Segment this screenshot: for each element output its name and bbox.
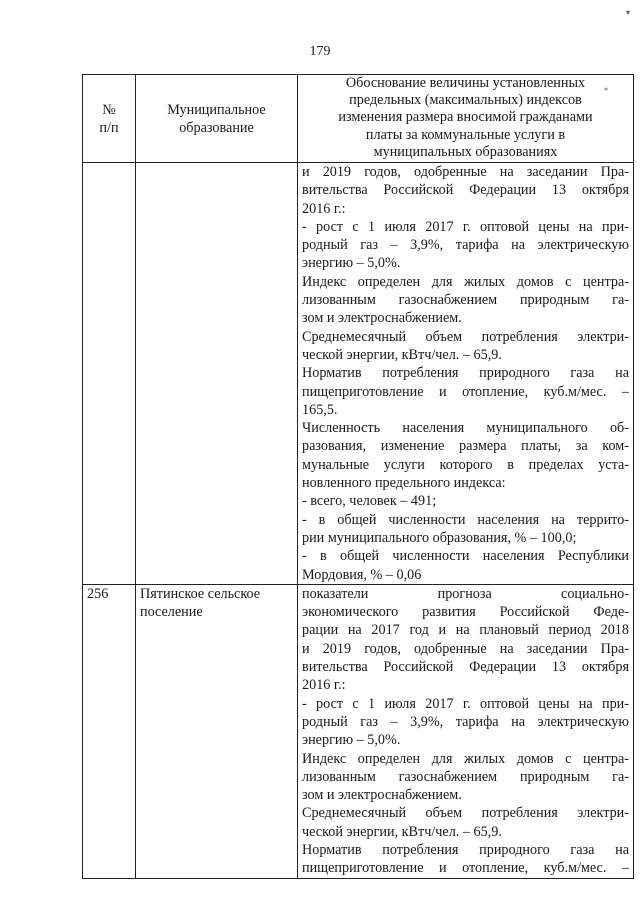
text-line: зом и электроснабжением. bbox=[302, 787, 462, 804]
header-number-line: п/п bbox=[99, 119, 119, 136]
text-line: и 2019 годов, одобренные на заседании Пра- bbox=[302, 164, 629, 180]
text-line: разования, изменение размера платы, за ком- bbox=[302, 438, 629, 455]
text-line: вительства Российской Федерации 13 октября bbox=[302, 182, 629, 199]
header-justification-line: Обоснование величины установленных bbox=[345, 75, 586, 91]
text-line: рации на 2017 год и на плановый период 2018 bbox=[302, 622, 629, 639]
text-line: новленного предельного индекса: bbox=[302, 475, 506, 492]
header-justification-line: предельных (максимальных) индексов bbox=[349, 92, 582, 109]
text-line: Мордовия, % – 0,06 bbox=[302, 566, 422, 583]
text-line: энергию – 5,0%. bbox=[302, 255, 401, 272]
scan-mark: ▾ bbox=[626, 8, 631, 17]
table-row bbox=[83, 163, 634, 585]
text-line: показатели прогноза социально- bbox=[302, 585, 629, 602]
text-line: мунальные услуги которого в пределах уста- bbox=[302, 456, 629, 473]
row-justification bbox=[298, 584, 634, 878]
table-row bbox=[83, 584, 634, 878]
text-line: вительства Российской Федерации 13 октября bbox=[302, 659, 629, 676]
page-number: 179 bbox=[309, 44, 331, 59]
text-line: Среднемесячный объем потребления электри- bbox=[302, 328, 629, 345]
header-municipality bbox=[136, 75, 298, 163]
text-line: Индекс определен для жилых домов с центра- bbox=[302, 273, 629, 290]
text-line: экономического развития Российской Феде- bbox=[302, 604, 629, 621]
header-municipality-line: образование bbox=[179, 119, 254, 136]
text-line: рии муниципального образования, % – 100,0; bbox=[302, 529, 577, 546]
text-line: пищеприготовление и отопление, куб.м/мес. – bbox=[302, 860, 629, 877]
text-line: - рост с 1 июля 2017 г. оптовой цены на при- bbox=[302, 218, 629, 235]
text-line: Численность населения муниципального об- bbox=[302, 420, 629, 437]
row-municipality bbox=[136, 163, 298, 585]
text-line: Норматив потребления природного газа на bbox=[302, 365, 629, 382]
text-line: - рост с 1 июля 2017 г. оптовой цены на при- bbox=[302, 695, 629, 712]
text-line: лизованным газоснабжением природным га- bbox=[302, 768, 629, 785]
municipality-line: Пятинское сельское bbox=[140, 585, 261, 602]
row-municipality bbox=[136, 584, 298, 878]
text-line: родный газ – 3,9%, тарифа на электрическую bbox=[302, 713, 629, 730]
header-justification-line: платы за коммунальные услуги в bbox=[365, 126, 566, 143]
text-line: - всего, человек – 491; bbox=[302, 493, 437, 510]
text-line: лизованным газоснабжением природным га- bbox=[302, 292, 629, 309]
header-number bbox=[83, 75, 136, 163]
header-municipality-line: Муниципальное bbox=[167, 101, 266, 118]
row-justification bbox=[298, 163, 634, 585]
text-line: - в общей численности населения Республики bbox=[302, 548, 629, 565]
text-line: пищеприготовление и отопление, куб.м/мес. – bbox=[302, 383, 629, 400]
header-number-line: № bbox=[102, 101, 116, 118]
text-line: и 2019 годов, одобренные на заседании Пра- bbox=[302, 640, 629, 657]
text-line: 2016 г.: bbox=[302, 677, 346, 694]
text-line: Среднемесячный объем потребления электри- bbox=[302, 805, 629, 822]
text-line: Норматив потребления природного газа на bbox=[302, 841, 629, 858]
text-line: 2016 г.: bbox=[302, 200, 346, 217]
text-line: зом и электроснабжением. bbox=[302, 310, 462, 327]
scan-mark: * bbox=[604, 86, 608, 95]
text-line: Индекс определен для жилых домов с центра- bbox=[302, 750, 629, 767]
text-line: ческой энергии, кВтч/чел. – 65,9. bbox=[302, 823, 502, 840]
municipality-line: поселение bbox=[140, 604, 203, 621]
table-header-row bbox=[83, 75, 634, 163]
row-number bbox=[83, 163, 136, 585]
header-justification bbox=[298, 75, 634, 163]
row-number: 256 bbox=[83, 584, 136, 878]
text-line: - в общей численности населения на террито- bbox=[302, 511, 629, 528]
text-line: родный газ – 3,9%, тарифа на электрическую bbox=[302, 237, 629, 254]
municipal-index-table bbox=[82, 74, 634, 879]
header-justification-line: муниципальных образованиях bbox=[373, 143, 558, 160]
text-line: ческой энергии, кВтч/чел. – 65,9. bbox=[302, 346, 502, 363]
text-line: 165,5. bbox=[302, 401, 338, 418]
text-line: энергию – 5,0%. bbox=[302, 732, 401, 749]
header-justification-line: изменения размера вносимой гражданами bbox=[338, 109, 593, 126]
